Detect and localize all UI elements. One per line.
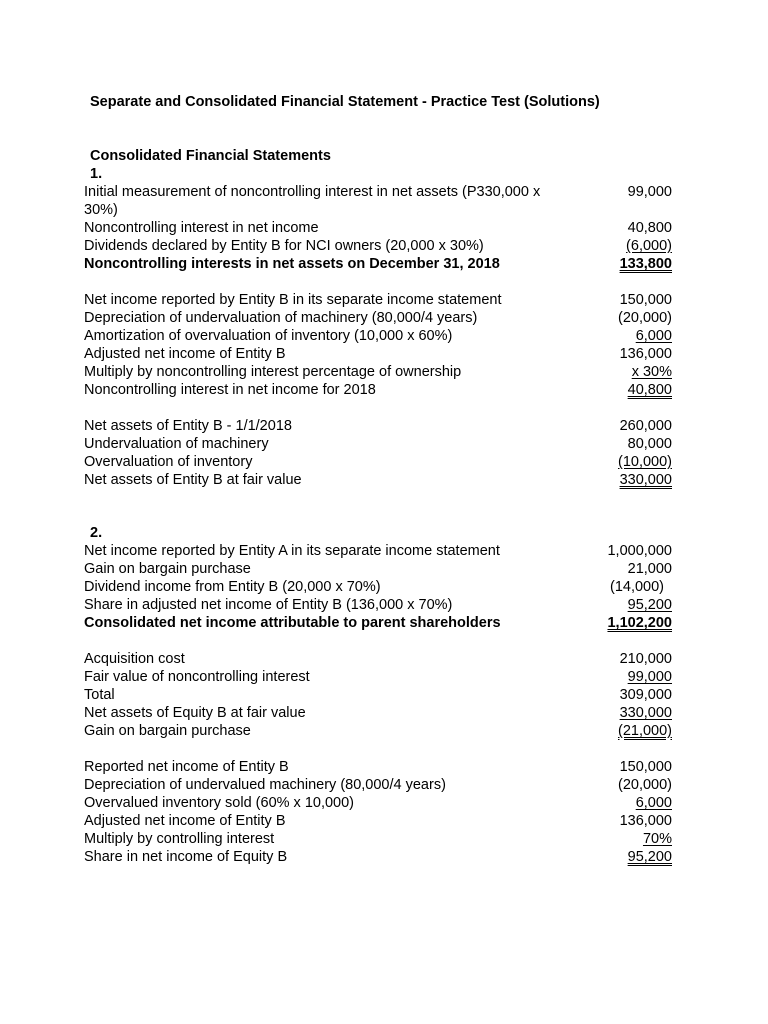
line-label: Net assets of Equity B at fair value xyxy=(84,705,306,721)
line-value: 40,800 xyxy=(627,220,672,236)
line-label: Undervaluation of machinery xyxy=(84,436,269,452)
line-item xyxy=(84,704,672,722)
line-item xyxy=(84,794,672,812)
line-label: Net income reported by Entity A in its separate income statement xyxy=(84,543,500,559)
line-item xyxy=(84,417,672,435)
line-label: Multiply by noncontrolling interest percentage of ownership xyxy=(84,364,462,380)
line-value: 40,800 xyxy=(627,382,672,398)
total-line-item xyxy=(84,255,672,273)
line-label: Gain on bargain purchase xyxy=(84,723,251,739)
section-heading: Consolidated Financial Statements xyxy=(90,148,331,164)
line-value: x 30% xyxy=(631,364,672,380)
line-label: Adjusted net income of Entity B xyxy=(84,346,286,362)
line-item xyxy=(84,237,672,255)
line-item xyxy=(84,560,672,578)
section-heading-row xyxy=(84,147,672,165)
line-label: Adjusted net income of Entity B xyxy=(84,813,286,829)
question-number-row xyxy=(84,524,672,542)
line-value: 136,000 xyxy=(619,346,672,362)
line-label: Depreciation of undervaluation of machinery (80,000/4 years) xyxy=(84,310,478,326)
line-item xyxy=(84,812,672,830)
line-item xyxy=(84,848,672,866)
line-label: Dividend income from Entity B (20,000 x 70%) xyxy=(84,579,381,595)
line-item xyxy=(84,686,672,704)
line-label: Noncontrolling interest in net income xyxy=(84,220,319,236)
page-title: Separate and Consolidated Financial Statement - Practice Test (Solutions) xyxy=(90,94,600,110)
line-value: 6,000 xyxy=(635,328,672,344)
line-value: 6,000 xyxy=(635,795,672,811)
total-line-item xyxy=(84,614,672,632)
line-item xyxy=(84,668,672,686)
line-item xyxy=(84,435,672,453)
line-item xyxy=(84,363,672,381)
line-label: Noncontrolling interest in net income for 2018 xyxy=(84,382,376,398)
line-value: 150,000 xyxy=(619,292,672,308)
line-value: 330,000 xyxy=(619,472,672,488)
line-value: 95,200 xyxy=(627,597,672,613)
line-value: 99,000 xyxy=(627,184,672,200)
line-label: Dividends declared by Entity B for NCI owners (20,000 x 30%) xyxy=(84,238,484,254)
line-item xyxy=(84,453,672,471)
line-item xyxy=(84,291,672,309)
line-item xyxy=(84,830,672,848)
line-label: Multiply by controlling interest xyxy=(84,831,275,847)
line-value: 1,102,200 xyxy=(607,615,672,631)
line-item xyxy=(84,650,672,668)
line-label: Net assets of Entity B - 1/1/2018 xyxy=(84,418,292,434)
line-value: (10,000) xyxy=(617,454,672,470)
line-label: Noncontrolling interests in net assets on December 31, 2018 xyxy=(84,256,500,272)
line-item xyxy=(84,578,672,596)
line-value: (14,000) xyxy=(609,579,664,595)
line-value: (20,000) xyxy=(617,310,672,326)
line-label: Amortization of overvaluation of inventory (10,000 x 60%) xyxy=(84,328,453,344)
line-value: 70% xyxy=(642,831,672,847)
line-item xyxy=(84,722,672,740)
line-item xyxy=(84,219,672,237)
part-2-section xyxy=(84,524,672,866)
line-label: Net income reported by Entity B in its separate income statement xyxy=(84,292,502,308)
line-value: 309,000 xyxy=(619,687,672,703)
line-label: Reported net income of Entity B xyxy=(84,759,289,775)
line-value: 260,000 xyxy=(619,418,672,434)
line-label: Acquisition cost xyxy=(84,651,185,667)
part-1-section xyxy=(84,147,672,489)
line-value: 21,000 xyxy=(627,561,672,577)
line-label: Fair value of noncontrolling interest xyxy=(84,669,310,685)
line-value: (6,000) xyxy=(626,238,672,254)
line-item xyxy=(84,542,672,560)
line-item xyxy=(84,327,672,345)
line-value: 330,000 xyxy=(619,705,672,721)
line-value: 99,000 xyxy=(627,669,672,685)
line-value: (21,000) xyxy=(617,723,672,739)
line-label: Consolidated net income attributable to parent shareholders xyxy=(84,615,501,631)
line-label: Total xyxy=(84,687,115,703)
line-item xyxy=(84,381,672,399)
question-number-1: 1. xyxy=(90,166,103,182)
line-label: Overvalued inventory sold (60% x 10,000) xyxy=(84,795,355,811)
line-value: 210,000 xyxy=(619,651,672,667)
line-item xyxy=(84,345,672,363)
question-number-row xyxy=(84,165,672,183)
line-item xyxy=(84,596,672,614)
line-label: Initial measurement of noncontrolling interest in net assets (P330,000 x 30%) xyxy=(84,184,541,218)
line-label: Depreciation of undervalued machinery (80,000/4 years) xyxy=(84,777,446,793)
line-value: 133,800 xyxy=(619,256,672,272)
line-item xyxy=(84,471,672,489)
question-number-2: 2. xyxy=(90,525,103,541)
line-label: Share in net income of Equity B xyxy=(84,849,288,865)
line-value: 95,200 xyxy=(627,849,672,865)
line-label: Net assets of Entity B at fair value xyxy=(84,472,302,488)
line-item xyxy=(84,183,672,219)
line-item xyxy=(84,309,672,327)
line-item xyxy=(84,758,672,776)
line-value: (20,000) xyxy=(617,777,672,793)
line-label: Share in adjusted net income of Entity B (136,000 x 70%) xyxy=(84,597,453,613)
line-item xyxy=(84,776,672,794)
line-value: 136,000 xyxy=(619,813,672,829)
line-label: Gain on bargain purchase xyxy=(84,561,251,577)
line-value: 80,000 xyxy=(627,436,672,452)
line-value: 1,000,000 xyxy=(607,543,672,559)
line-value: 150,000 xyxy=(619,759,672,775)
line-label: Overvaluation of inventory xyxy=(84,454,253,470)
